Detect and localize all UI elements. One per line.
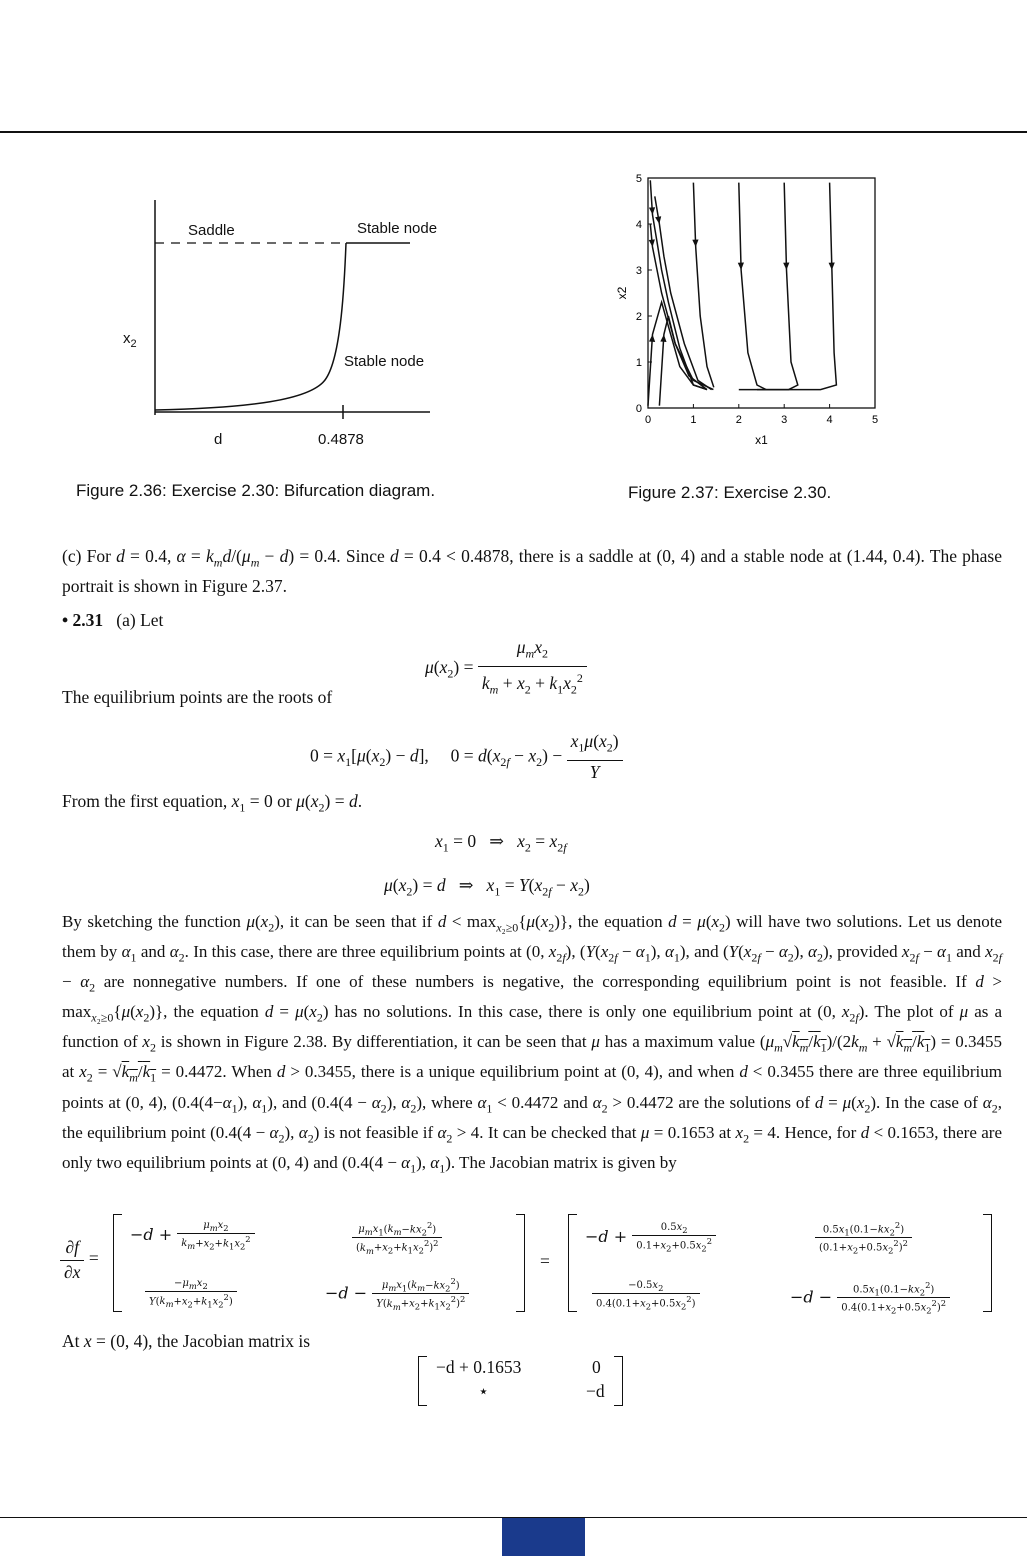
equals-sign: = [540, 1251, 550, 1271]
x-axis-label: x1 [755, 433, 768, 447]
stable-node-curve [155, 243, 346, 410]
exercise-heading: • 2.31 (a) Let [62, 610, 164, 630]
x-tick-label: 1 [690, 414, 697, 426]
bracket-left-3 [418, 1356, 427, 1406]
equation-mu: $\mu(x_2)$ = $\frac{\mu_mx_2}{k_m + x_2 + k_1x_2^2}$ [425, 636, 587, 702]
equilibrium-intro: The equilibrium points are the roots of [62, 687, 333, 707]
series-trajectory-c [693, 183, 713, 388]
arrow-trajectory-f [829, 263, 835, 270]
arrow-trajectory-c [692, 240, 698, 247]
y-tick-label: 2 [635, 311, 642, 323]
arrow-trajectory-g [649, 334, 655, 342]
label-saddle: Saddle [188, 222, 235, 239]
x-tick-label: 2 [735, 414, 742, 426]
bracket-right-2 [983, 1214, 992, 1312]
y-axis-label: x2 [615, 286, 629, 300]
bracket-right-3 [614, 1356, 623, 1406]
jac-numeric-22: −d − $\frac{0.5x_1(0.1-kx_2^2)}{0.4(0.1+x_2+0.5x_2^2)^2}$ [790, 1280, 950, 1316]
bracket-left-1 [113, 1214, 122, 1312]
x-tick-label: 0 [644, 414, 652, 426]
jac-general-22: −d − $\frac{\mu_mx_1(k_m-kx_2^2)}{Y(k_m+x_2+k_1x_2^2)^2}$ [325, 1276, 469, 1312]
figure-caption-237: Figure 2.37: Exercise 2.30. [628, 483, 832, 502]
bracket-right-1 [516, 1214, 525, 1312]
label-stable-node-top: Stable node [357, 220, 438, 237]
bracket-left-2 [568, 1214, 577, 1312]
arrow-trajectory-a [649, 207, 655, 215]
top-rule [0, 131, 1027, 133]
plot-frame [648, 178, 875, 408]
jac-general-11: −d + $\frac{\mu_mx_2}{k_m+x_2+k_1x_2^2}$ [130, 1220, 255, 1251]
series-trajectory-d [739, 183, 766, 390]
paragraph-c: (c) For d = 0.4, $\alpha = k_md/(\mu_m - d) = 0.4$. Since d = 0.4 < 0.4878, there is a saddle at (0, 4) and a stable node at (1.44, 0.4). The phase portrait is shown in Figure 2.37. [62, 546, 1003, 596]
x-axis-label: d [214, 431, 223, 448]
y-tick-label: 5 [635, 173, 642, 185]
jac-numeric-11: −d + $\frac{0.5x_2}{0.1+x_2+0.5x_2^2}$ [585, 1222, 716, 1253]
case-mu-d: $\mu(x_2) = d$ ⇒ $x_1 = Y(x_{2f} - x_2)$ [384, 875, 590, 899]
label-stable-node-bottom: Stable node [344, 353, 425, 370]
jac-point-11: −d + 0.1653 [436, 1357, 522, 1377]
y-axis-label: $x_2$ [123, 330, 137, 350]
jac-general-21: $\frac{-\mu_mx_2}{Y(k_m+x_2+k_1x_2^2)}$ [145, 1278, 237, 1309]
arrow-trajectory-d [738, 263, 744, 270]
jac-general-12: $\frac{\mu_mx_1(k_m-kx_2^2)}{(k_m+x_2+k_1x_2^2)^2}$ [352, 1220, 442, 1256]
from-first-equation: From the first equation, $x_1 = 0$ or $\mu(x_2) = d$. [62, 791, 363, 815]
figure-caption-236: Figure 2.36: Exercise 2.30: Bifurcation diagram. [76, 481, 436, 500]
jacobian-lhs: $\frac{\partial f}{\partial x}$ = [60, 1236, 99, 1284]
y-tick-label: 4 [635, 219, 642, 231]
x-tick-label: 3 [781, 414, 788, 426]
jacobian-at-point: At x = (0, 4), the Jacobian matrix is [62, 1331, 311, 1351]
page-number-box [502, 1518, 585, 1556]
y-tick-label: 3 [635, 265, 642, 277]
equation-roots: $0 = x_1[\mu(x_2) - d]$, $0 = d(x_{2f} - x_2)$ − $\frac{x_1\mu(x_2)}{Y}$ [310, 730, 623, 785]
arrow-trajectory-h [660, 334, 666, 342]
jac-point-12: 0 [592, 1357, 601, 1377]
jac-point-22: −d [586, 1381, 605, 1401]
x-tick-label: 5 [871, 414, 879, 426]
y-tick-label: 0 [635, 403, 642, 415]
case-x1-zero: $x_1 = 0$ ⇒ $x_2 = x_{2f}$ [435, 831, 567, 855]
x-tick-label: 4 [826, 414, 833, 426]
paragraph-main: By sketching the function $\mu(x_2)$, it can be seen that if $d < \max_{x_2\ge 0}\{\mu(x_2)\}$, the equation $d = \mu(x_2)$ will have two solutions. Let us denote them by $\alpha_1$ and $\alpha_2$. In this case, there are three equilibrium points at (0, $x_{2f}$), ($Y(x_{2f} - \alpha_1)$, $\alpha_1$), and ($Y(x_{2f} - \alpha_2)$, $\alpha_2$), provided $x_{2f} - \alpha_1$ and $x_{2f} - \alpha_2$ are nonnegative numbers. If one of these numbers is negative, the corresponding equilibrium point is not feasible. If $d > \max_{x_2\ge 0}\{\mu(x_2)\}$, the equation $d = \mu(x_2)$ has no solutions. In this case, there is only one equilibrium point at (0, $x_{2f}$). The plot of μ as a function of $x_2$ is shown in Figure 2.38. By differentiation, it can be seen that μ has a maximum value $(\mu_m√k_m/k_1)/(2k_m + √k_m/k_1) = 0.3455$ at $x_2 = √k_m/k_1 = 0.4472$. When d > 0.3455, there is a unique equilibrium point at (0, 4), and when d < 0.3455 there are three equilibrium points at (0, 4), ($0.4(4-\alpha_1)$, $\alpha_1$), and ($0.4(4 - \alpha_2)$, $\alpha_2$), where $\alpha_1 < 0.4472$ and $\alpha_2 > 0.4472$ are the solutions of $d = \mu(x_2)$. In the case of $\alpha_2$, the equilibrium point ($0.4(4 - \alpha_2)$, $\alpha_2$) is not feasible if $\alpha_2 > 4$. It can be checked that μ = 0.1653 at $x_2 = 4$. Hence, for d < 0.1653, there are only two equilibrium points at (0, 4) and ($0.4(4 - \alpha_1)$, $\alpha_1$). The Jacobian matrix is given by [62, 912, 1003, 1176]
phase-portrait [610, 160, 900, 460]
jac-numeric-12: $\frac{0.5x_1(0.1-kx_2^2)}{(0.1+x_2+0.5x_2^2)^2}$ [815, 1220, 912, 1256]
series-trajectory-e [757, 183, 798, 390]
arrow-trajectory-e [783, 263, 789, 270]
tick-label-bifurcation: 0.4878 [318, 431, 364, 448]
arrow-trajectory-b [655, 216, 661, 224]
y-tick-label: 1 [635, 357, 642, 369]
jac-point-21: ⋆ [478, 1381, 489, 1401]
jac-numeric-21: $\frac{-0.5x_2}{0.4(0.1+x_2+0.5x_2^2)}$ [592, 1280, 700, 1311]
